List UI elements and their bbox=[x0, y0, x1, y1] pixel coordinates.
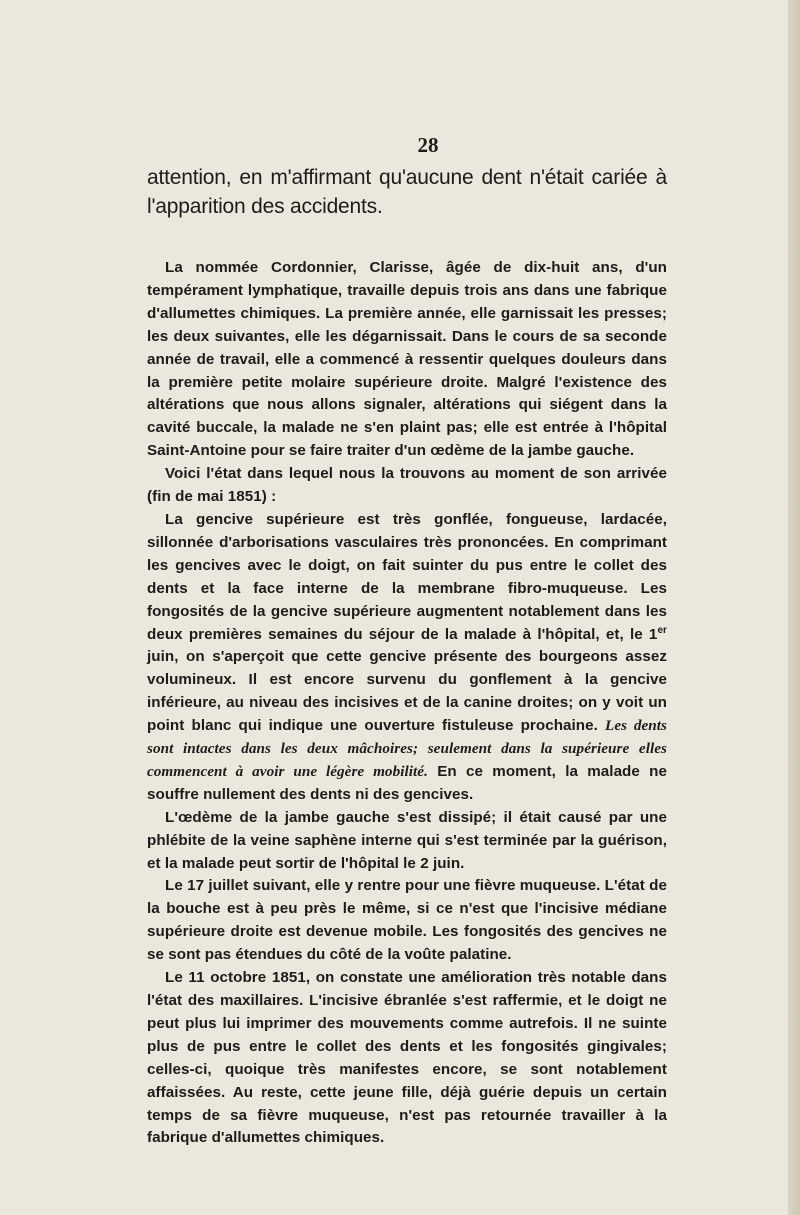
lead-paragraph: attention, en m'affirmant qu'aucune dent n'était cariée à l'apparition des accidents. bbox=[147, 166, 667, 218]
italic-emphasis: Les dents sont intactes dans les deux mâchoires; seulement dans la supérieure elles commencent à avoir une légère mobilité. bbox=[147, 717, 667, 780]
paragraph-3-end: En ce moment, la malade ne souffre nullement des dents ni des gencives. bbox=[147, 762, 667, 803]
page-number: 28 bbox=[417, 133, 439, 157]
paragraph-3-middle: juin, on s'aperçoit que cette gencive présente des bourgeons assez volumineux. Il est encore survenu du gonflement à la gencive inférieure, au niveau des incisives et de la canine droites; on y voit un point blanc qui indique une ouverture fistuleuse prochaine. bbox=[147, 648, 667, 735]
text-block bbox=[147, 163, 667, 1150]
paragraph-4: L'œdème de la jambe gauche s'est dissipé; il était causé par une phlébite de la veine saphène interne qui s'est terminée par la guérison, et la malade peut sortir de l'hôpital le 2 juin. bbox=[147, 808, 667, 872]
paragraph-5: Le 17 juillet suivant, elle y rentre pour une fièvre muqueuse. L'état de la bouche est à peu près le même, si ce n'est que l'incisive médiane supérieure droite est devenue mobile. Les fongosités des gencives ne se sont pas étendues du côté de la voûte palatine. bbox=[147, 877, 667, 964]
paragraph-3 bbox=[147, 509, 667, 807]
paragraph-3-start: La gencive supérieure est très gonflée, fongueuse, lardacée, sillonnée d'arborisations vasculaires très prononcées. En comprimant les gencives avec le doigt, on fait suinter du pus entre le collet des dents et la face interne de la membrane fibro-muqueuse. Les fongosités de la gencive supérieure augmentent notablement dans les deux premières semaines du séjour de la malade à l'hôpital, et, le 1 bbox=[147, 510, 667, 643]
body-text bbox=[147, 257, 667, 1150]
ordinal-superscript: er bbox=[657, 624, 667, 636]
paragraph-6: Le 11 octobre 1851, on constate une amélioration très notable dans l'état des maxillaires. L'incisive ébranlée s'est raffermie, et le doigt ne peut plus lui imprimer des mouvements comme autrefois. Il ne suinte plus de pus entre le collet des dents et les fongosités gingivales; celles-ci, quoique très manifestes encore, se sont notablement affaissées. Au reste, cette jeune fille, déjà guérie depuis un certain temps de sa fièvre muqueuse, n'est pas retournée travailler à la fabrique d'allumettes chimiques. bbox=[147, 969, 667, 1147]
page-edge bbox=[788, 0, 800, 1215]
paragraph-1: La nommée Cordonnier, Clarisse, âgée de dix-huit ans, d'un tempérament lymphatique, travaille depuis trois ans dans une fabrique d'allumettes chimiques. La première année, elle garnissait les presses; les deux suivantes, elle les dégarnissait. Dans le cours de sa seconde année de travail, elle a commencé à ressentir quelques douleurs dans la première petite molaire supérieure droite. Malgré l'existence des altérations que nous allons signaler, altérations qui siégent dans la cavité buccale, la malade ne s'en plaint pas; elle est entrée à l'hôpital Saint-Antoine pour se faire traiter d'un œdème de la jambe gauche. bbox=[147, 259, 667, 460]
paragraph-2: Voici l'état dans lequel nous la trouvons au moment de son arrivée (fin de mai 1851) : bbox=[147, 465, 667, 506]
